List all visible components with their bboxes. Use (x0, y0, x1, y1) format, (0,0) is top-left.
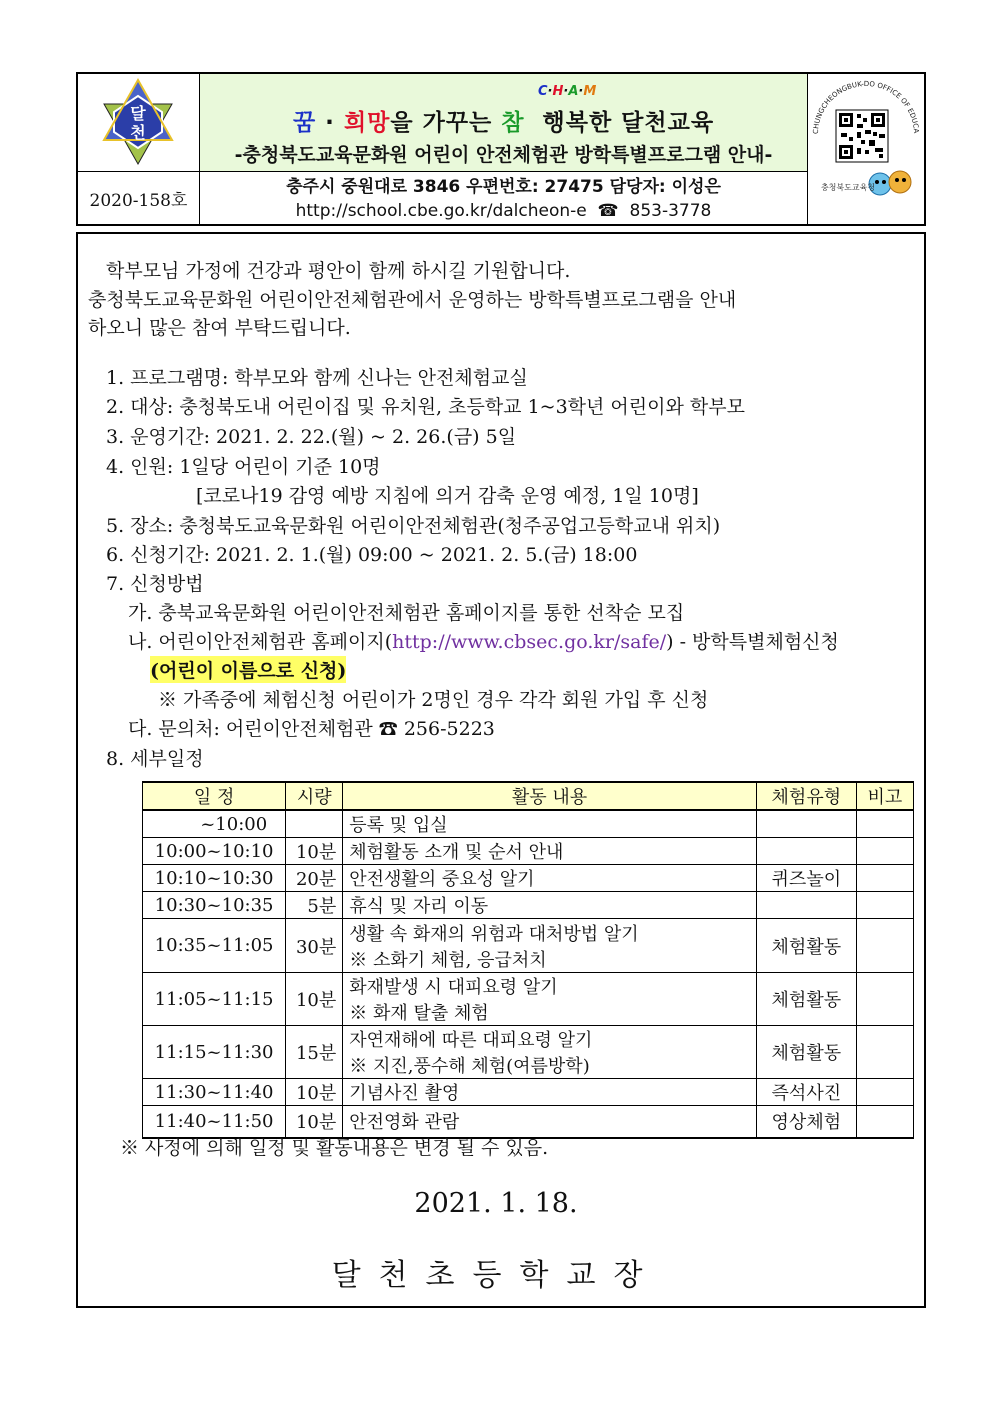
schedule-header-row (143, 782, 914, 810)
table-row (143, 973, 914, 1026)
row-time: ~10:00 (143, 810, 286, 838)
item-apply-method-a: 가. 충북교육문화원 어린이안전체험관 홈페이지를 통한 선착순 모집 (128, 602, 685, 624)
address-cell (200, 172, 808, 224)
phone-icon: ☎ (592, 201, 625, 221)
table-row (143, 865, 914, 892)
row-time: 11:40~11:50 (143, 1106, 286, 1138)
document-date: 2021. 1. 18. (414, 1188, 578, 1219)
table-row (143, 892, 914, 919)
school-url[interactable]: http://school.cbe.go.kr/dalcheon-e (295, 201, 587, 221)
item-apply-method: 7. 신청방법 (106, 573, 204, 595)
item-location: 5. 장소: 충청북도교육문화원 어린이안전체험관(청주공업고등학교내 위치) (106, 515, 721, 537)
row-activity: 등록 및 입실 (343, 810, 757, 838)
row-type (756, 810, 856, 838)
cham-c: C (538, 84, 548, 99)
row-activity: 체험활동 소개 및 순서 안내 (343, 838, 757, 865)
cham-dot-2: · (563, 84, 569, 99)
row-activity: 안전생활의 중요성 알기 (343, 865, 757, 892)
school-logo (78, 74, 198, 170)
row-duration: 15분 (286, 1026, 343, 1079)
row-time: 11:05~11:15 (143, 973, 286, 1026)
row-note (856, 1026, 913, 1079)
row-time: 10:30~10:35 (143, 892, 286, 919)
row-activity-line-1: 생활 속 화재의 위험과 대처방법 알기 (349, 923, 639, 945)
row-duration: 10분 (286, 973, 343, 1026)
item-program-name: 1. 프로그램명: 학부모와 함께 신나는 안전체험교실 (106, 367, 528, 389)
row-time: 11:15~11:30 (143, 1026, 286, 1079)
item-apply-method-b (128, 627, 839, 654)
principal-signature: 달천초등학교장 (331, 1258, 661, 1293)
row-time: 10:00~10:10 (143, 838, 286, 865)
item-capacity-note: [코로나19 감영 예방 지침에 의거 감축 운영 예정, 1일 10명] (196, 485, 699, 507)
row-activity-line-1: 자연재해에 따른 대피요령 알기 (349, 1030, 593, 1051)
row-note (856, 973, 913, 1026)
row-time: 11:30~11:40 (143, 1079, 286, 1106)
safe-homepage-link[interactable]: http://www.cbsec.go.kr/safe/ (392, 631, 667, 653)
item-capacity: 4. 인원: 1일당 어린이 기준 10명 (106, 456, 381, 478)
row-activity-line-2: ※ 소화기 체험, 응급처치 (349, 949, 547, 971)
item-schedule-title: 8. 세부일정 (106, 748, 204, 770)
row-activity (343, 1026, 757, 1079)
row-note (856, 892, 913, 919)
row-type: 퀴즈놀이 (756, 865, 856, 892)
row-note (856, 810, 913, 838)
logo-char-2: 천 (130, 123, 146, 142)
cham-label (538, 84, 596, 99)
row-duration: 10분 (286, 838, 343, 865)
slogan-end: 행복한 달천교육 (542, 110, 715, 136)
method-b-suffix: ) - 방학특별체험신청 (666, 631, 839, 653)
col-header-note: 비고 (856, 782, 913, 810)
document-number: 2020-158호 (78, 172, 200, 224)
title-cell (200, 74, 808, 172)
school-logo-cell (78, 74, 200, 172)
row-duration: 5분 (286, 892, 343, 919)
qr-ring-text: CHUNGCHEONGBUK-DO OFFICE OF EDUCA (811, 79, 921, 135)
family-apply-note: ※ 가족중에 체험신청 어린이가 2명인 경우 각각 회원 가입 후 신청 (158, 689, 709, 711)
table-row (143, 1026, 914, 1079)
row-activity-line-2: ※ 지진,풍수해 체험(여름방학) (349, 1056, 590, 1077)
row-type: 체험활동 (756, 919, 856, 973)
row-time: 10:10~10:30 (143, 865, 286, 892)
slogan-dream: 꿈 (292, 110, 317, 136)
row-activity (343, 973, 757, 1026)
slogan-hope: 희망 (343, 110, 391, 136)
row-duration: 10분 (286, 1079, 343, 1106)
item-period: 3. 운영기간: 2021. 2. 22.(월) ~ 2. 26.(금) 5일 (106, 426, 517, 448)
row-duration: 20분 (286, 865, 343, 892)
row-type: 체험활동 (756, 973, 856, 1026)
intro-line-2: 충청북도교육문화원 어린이안전체험관에서 운영하는 방학특별프로그램을 안내 (88, 289, 737, 311)
intro-line-1: 학부모님 가정에 건강과 평안이 함께 하시길 기원합니다. (106, 260, 571, 282)
slogan-mid: 을 가꾸는 (390, 110, 493, 136)
slogan-dot: · (325, 110, 335, 136)
cham-m: M (583, 84, 597, 99)
row-type: 영상체험 (756, 1106, 856, 1138)
school-phone: 853-3778 (629, 201, 712, 221)
row-type: 즉석사진 (756, 1079, 856, 1106)
col-header-time: 일 정 (143, 782, 286, 810)
table-row (143, 810, 914, 838)
item-contact: 다. 문의처: 어린이안전체험관 ☎ 256-5223 (128, 718, 495, 740)
slogan (200, 104, 807, 137)
row-activity: 휴식 및 자리 이동 (343, 892, 757, 919)
schedule-table (142, 781, 914, 1139)
item-apply-period: 6. 신청기간: 2021. 2. 1.(월) 09:00 ~ 2021. 2. 5.(금) 18:00 (106, 544, 638, 566)
row-activity-line-1: 화재발생 시 대피요령 알기 (349, 977, 558, 998)
row-activity-line-2: ※ 화재 탈출 체험 (349, 1003, 489, 1024)
row-time: 10:35~11:05 (143, 919, 286, 973)
row-duration: 10분 (286, 1106, 343, 1138)
row-note (856, 1106, 913, 1138)
row-type (756, 892, 856, 919)
row-duration: 30분 (286, 919, 343, 973)
method-b-prefix: 나. 어린이안전체험관 홈페이지( (128, 631, 393, 653)
row-activity: 안전영화 관람 (343, 1106, 757, 1138)
col-header-activity: 활동 내용 (343, 782, 757, 810)
row-note (856, 1079, 913, 1106)
row-note (856, 865, 913, 892)
row-duration (286, 810, 343, 838)
table-row (143, 1079, 914, 1106)
slogan-cham: 참 (501, 110, 525, 136)
row-type (756, 838, 856, 865)
address-line: 충주시 중원대로 3846 우편번호: 27475 담당자: 이성은 (286, 177, 721, 197)
col-header-type: 체험유형 (756, 782, 856, 810)
qr-caption: 충청북도교육청 (820, 183, 876, 192)
table-row (143, 919, 914, 973)
contact-line (200, 199, 807, 223)
row-note (856, 919, 913, 973)
apply-in-child-name: (어린이 이름으로 신청) (150, 656, 346, 683)
document-subtitle: -충청북도교육문화원 어린이 안전체험관 방학특별프로그램 안내- (234, 144, 773, 166)
letterhead (76, 72, 926, 226)
intro-line-3: 하오니 많은 참여 부탁드립니다. (88, 317, 351, 339)
item-target: 2. 대상: 충청북도내 어린이집 및 유치원, 초등학교 1~3학년 어린이와 학부모 (106, 396, 745, 418)
qr-code-image (808, 74, 922, 222)
table-row (143, 838, 914, 865)
col-header-duration: 시량 (286, 782, 343, 810)
cham-dot-3: · (578, 84, 584, 99)
schedule-change-notice: ※ 사정에 의해 일정 및 활동내용은 변경 될 수 있음. (120, 1137, 549, 1159)
row-type: 체험활동 (756, 1026, 856, 1079)
qr-cell (808, 74, 924, 224)
cham-dot-1: · (547, 84, 553, 99)
row-activity: 기념사진 촬영 (343, 1079, 757, 1106)
row-note (856, 838, 913, 865)
logo-char-1: 달 (130, 104, 146, 123)
cham-h: H (552, 84, 564, 99)
cham-a: A (568, 84, 579, 99)
row-activity (343, 919, 757, 973)
